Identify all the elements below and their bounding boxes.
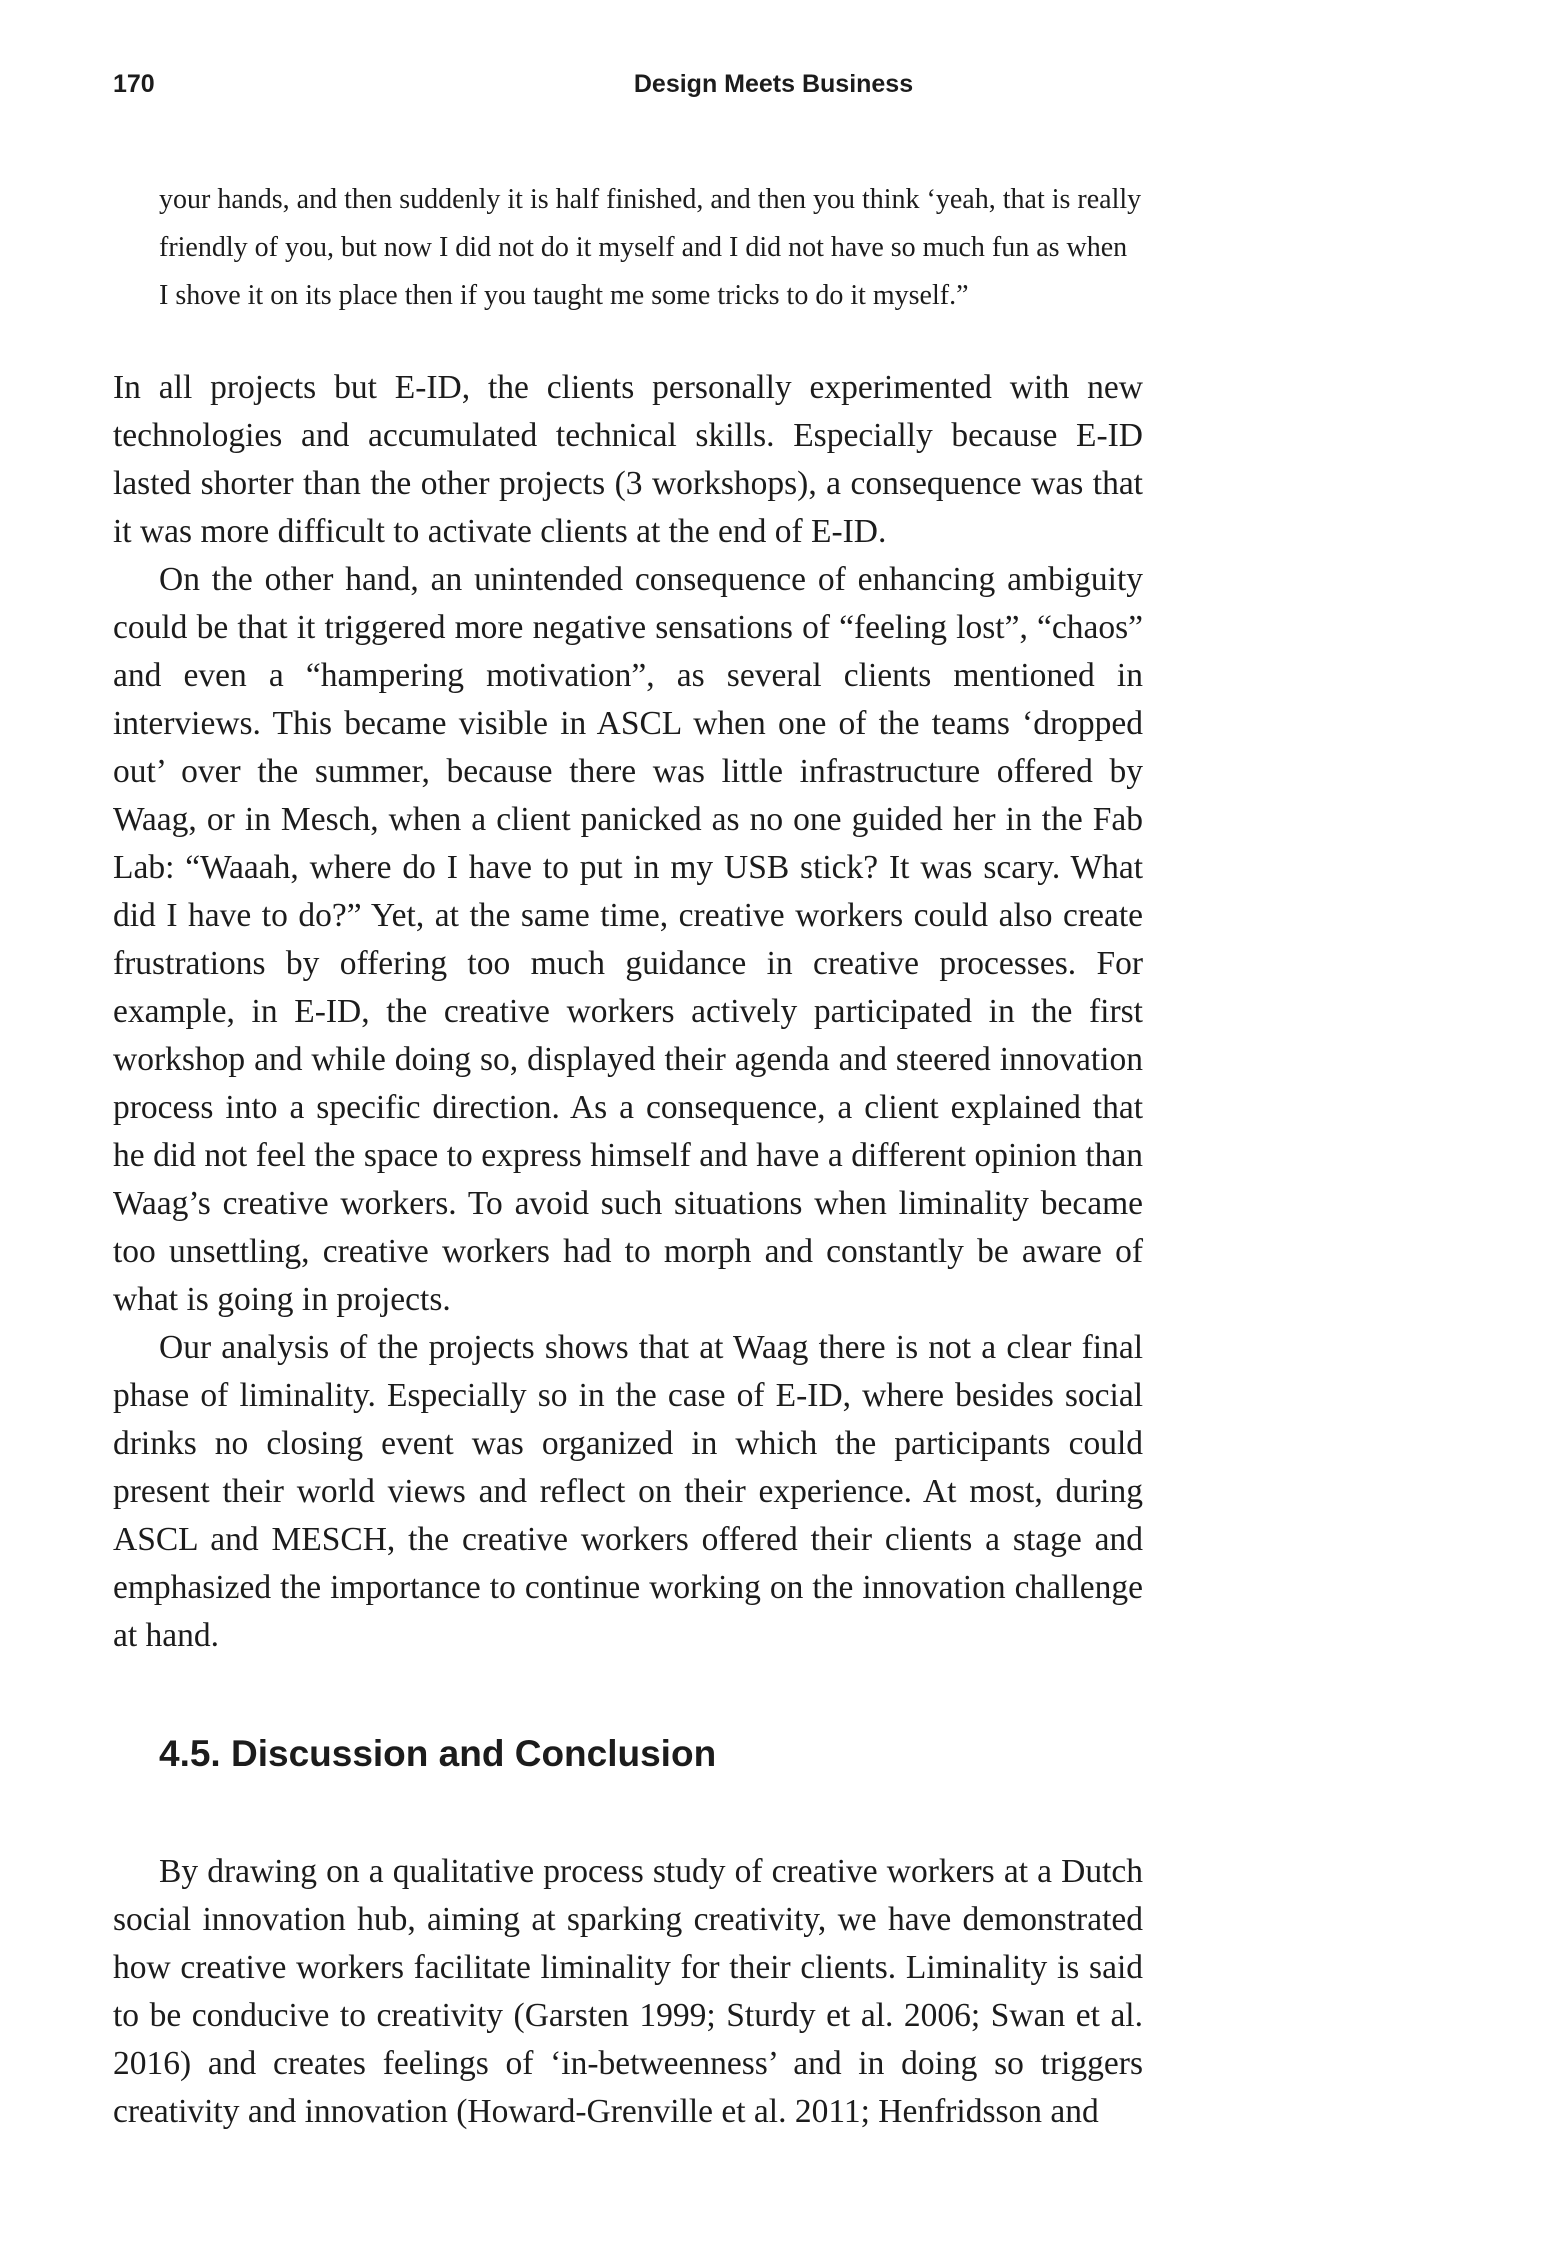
page-body <box>113 176 1143 2136</box>
page-number: 170 <box>113 70 155 98</box>
body-paragraph: On the other hand, an unintended consequence of enhancing ambiguity could be that it triggered more negative sensations of “feeling lost”, “chaos” and even a “hampering motivation”, as several clients mentioned in interviews. This became visible in ASCL when one of the teams ‘dropped out’ over the summer, because there was little infrastructure offered by Waag, or in Mesch, when a client panicked as no one guided her in the Fab Lab: “Waaah, where do I have to put in my USB stick? It was scary. What did I have to do?” Yet, at the same time, creative workers could also create frustrations by offering too much guidance in creative processes. For example, in E-ID, the creative workers actively participated in the first workshop and while doing so, displayed their agenda and steered innovation process into a specific direction. As a consequence, a client explained that he did not feel the space to express himself and have a different opinion than Waag’s creative workers. To avoid such situations when liminality became too unsettling, creative workers had to morph and constantly be aware of what is going in projects. <box>113 561 1143 1318</box>
body-paragraph: By drawing on a qualitative process study of creative workers at a Dutch social innovation hub, aiming at sparking creativity, we have demonstrated how creative workers facilitate liminality for their clients. Liminality is said to be conducive to creativity (Garsten 1999; Sturdy et al. 2006; Swan et al. 2016) and creates feelings of ‘in-betweenness’ and in doing so triggers creativity and innovation (Howard-Grenville et al. 2011; Henfridsson and <box>113 1853 1143 2130</box>
page-header <box>0 70 1547 106</box>
body-paragraph: In all projects but E-ID, the clients personally experimented with new technologies and accumulated technical skills. Especially because E-ID lasted shorter than the other projects (3 workshops), a consequence was that it was more difficult to activate clients at the end of E-ID. <box>113 369 1143 550</box>
running-title: Design Meets Business <box>633 70 914 98</box>
block-quote: your hands, and then suddenly it is half finished, and then you think ‘yeah, that is really friendly of you, but now I did not do it myself and I did not have so much fun as when I shove it on its place then if you taught me some tricks to do it myself.” <box>159 184 1142 311</box>
section-heading: 4.5. Discussion and Conclusion <box>159 1733 717 1774</box>
body-paragraph: Our analysis of the projects shows that at Waag there is not a clear final phase of liminality. Especially so in the case of E-ID, where besides social drinks no closing event was organized in which the participants could present their world views and reflect on their experience. At most, during ASCL and MESCH, the creative workers offered their clients a stage and emphasized the importance to continue working on the innovation challenge at hand. <box>113 1329 1143 1654</box>
